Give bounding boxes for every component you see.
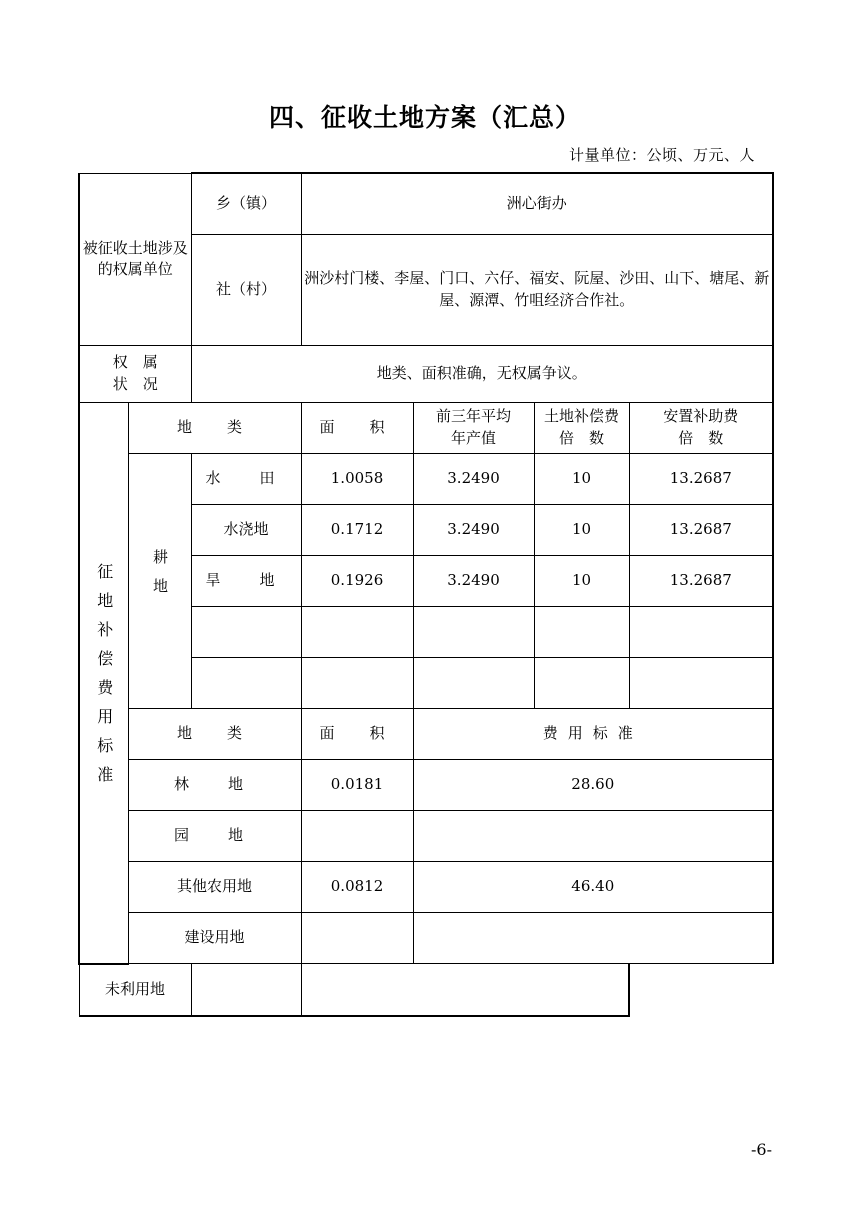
area-cell: [301, 658, 413, 709]
header-average-yield: [413, 403, 534, 454]
ownership-status-value: 地类、面积准确，无权属争议。: [191, 346, 773, 403]
yield-cell: 3.2490: [413, 556, 534, 607]
yield-cell: [413, 607, 534, 658]
township-value: 洲心街办: [301, 173, 773, 235]
compensation-side-label-text: 征地补偿费用标准: [94, 563, 114, 796]
table-row: [79, 862, 773, 913]
header-area: 面 积: [301, 403, 413, 454]
cultivated-land-label-text: 耕地: [151, 548, 169, 607]
page-number: -6-: [751, 1140, 772, 1159]
land-type-cell: [191, 607, 301, 658]
yield-cell: 3.2490: [413, 505, 534, 556]
header2-area: 面 积: [301, 709, 413, 760]
land-type-cell: 未利用地: [79, 964, 191, 1016]
resettlement-multiple-cell: 13.2687: [629, 454, 773, 505]
table-row: [79, 173, 773, 235]
yield-cell: 3.2490: [413, 454, 534, 505]
resettlement-multiple-cell: [629, 607, 773, 658]
header-resettlement-multiple-line2: 倍 数: [678, 429, 724, 447]
resettlement-multiple-cell: [629, 658, 773, 709]
area-cell: 0.1926: [301, 556, 413, 607]
table-row: [79, 346, 773, 403]
header-land-compensation-multiple-line2: 倍 数: [559, 429, 605, 447]
page-title: 四、征收土地方案（汇总）: [268, 103, 581, 132]
land-type-cell: 旱 地: [191, 556, 301, 607]
fee-standard-cell: [301, 964, 629, 1016]
table-row: [79, 454, 773, 505]
township-label: 乡（镇）: [191, 173, 301, 235]
header-average-yield-line1: 前三年平均: [436, 407, 512, 426]
area-cell: 0.0812: [301, 862, 413, 913]
owner-units-label: 被征收土地涉及的权属单位: [79, 173, 191, 346]
header-land-compensation-multiple-line1: 土地补偿费: [544, 407, 620, 426]
area-cell: [301, 607, 413, 658]
fee-standard-cell: [413, 913, 773, 964]
header-resettlement-multiple: [629, 403, 773, 454]
area-cell: 0.0181: [301, 760, 413, 811]
ownership-status-label-line2: 状 况: [112, 375, 158, 393]
table-row: [79, 913, 773, 964]
header2-fee-standard: 费用标准: [413, 709, 773, 760]
area-cell: 0.1712: [301, 505, 413, 556]
land-multiple-cell: 10: [534, 454, 629, 505]
land-type-cell: 水 田: [191, 454, 301, 505]
fee-standard-cell: [413, 811, 773, 862]
measurement-unit-note: 计量单位：公顷、万元、人: [568, 146, 755, 164]
header-land-compensation-multiple: [534, 403, 629, 454]
land-type-cell: 园 地: [128, 811, 301, 862]
table-row: [79, 403, 773, 454]
land-multiple-cell: 10: [534, 556, 629, 607]
fee-standard-cell: 28.60: [413, 760, 773, 811]
area-cell: [301, 913, 413, 964]
header-land-type: 地 类: [128, 403, 301, 454]
village-label: 社（村）: [191, 235, 301, 346]
land-acquisition-table: [78, 172, 774, 1017]
village-value: 洲沙村门楼、李屋、门口、六仔、福安、阮屋、沙田、山下、塘尾、新屋、源潭、竹咀经济合作社。: [301, 235, 773, 346]
resettlement-multiple-cell: 13.2687: [629, 505, 773, 556]
land-multiple-cell: 10: [534, 505, 629, 556]
table-row: [79, 709, 773, 760]
area-cell: [191, 964, 301, 1016]
resettlement-multiple-cell: 13.2687: [629, 556, 773, 607]
table-row: [79, 811, 773, 862]
header-resettlement-multiple-line1: 安置补助费: [663, 407, 739, 426]
area-cell: [301, 811, 413, 862]
compensation-side-label: [79, 403, 128, 964]
table-row: [79, 964, 773, 1016]
fee-standard-cell: 46.40: [413, 862, 773, 913]
land-type-cell: 水浇地: [191, 505, 301, 556]
ownership-status-label: [79, 346, 191, 403]
land-type-cell: 建设用地: [128, 913, 301, 964]
header-average-yield-line2: 年产值: [451, 429, 497, 447]
yield-cell: [413, 658, 534, 709]
header2-land-type: 地 类: [128, 709, 301, 760]
land-type-cell: [191, 658, 301, 709]
land-type-cell: 林 地: [128, 760, 301, 811]
cultivated-land-label: [128, 454, 191, 709]
land-type-cell: 其他农用地: [128, 862, 301, 913]
area-cell: 1.0058: [301, 454, 413, 505]
land-multiple-cell: [534, 658, 629, 709]
table-row: [79, 760, 773, 811]
ownership-status-label-line1: 权 属: [112, 353, 158, 372]
land-multiple-cell: [534, 607, 629, 658]
